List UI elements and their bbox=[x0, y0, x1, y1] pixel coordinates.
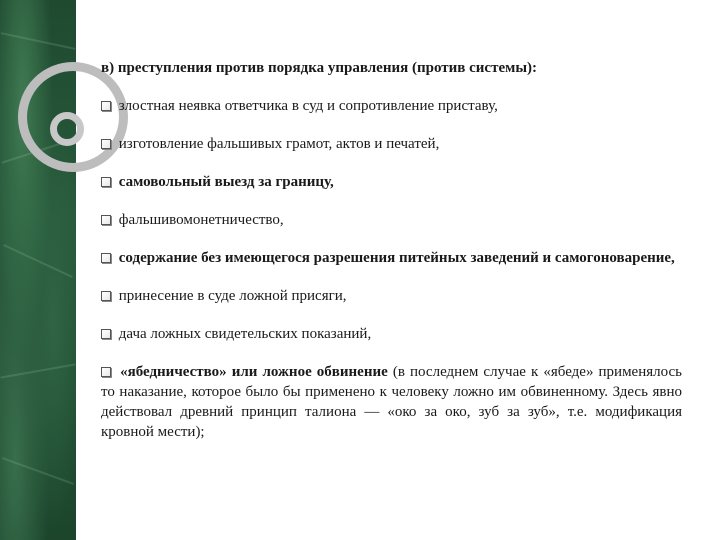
list-item bbox=[101, 210, 682, 230]
list-item bbox=[101, 286, 682, 306]
slide-heading: в) преступления против порядка управления (против системы): bbox=[101, 60, 538, 76]
list-item-text: самовольный выезд за границу, bbox=[118, 174, 334, 190]
square-bullet-icon bbox=[101, 367, 111, 377]
square-bullet-icon bbox=[101, 101, 111, 111]
square-bullet-icon bbox=[101, 291, 111, 301]
list-item bbox=[101, 96, 682, 116]
list-item bbox=[101, 134, 682, 154]
list-item-text: дача ложных свидетельских показаний, bbox=[118, 326, 372, 342]
list-item-text: злостная неявка ответчика в суд и сопротивление приставу, bbox=[118, 98, 498, 114]
square-bullet-icon bbox=[101, 329, 111, 339]
list-item bbox=[101, 324, 682, 344]
square-bullet-icon bbox=[101, 253, 111, 263]
slide-content bbox=[101, 58, 682, 460]
list-item-text: содержание без имеющегося разрешения питейных заведений и самогоноварение, bbox=[118, 250, 675, 266]
square-bullet-icon bbox=[101, 215, 111, 225]
list-item-text: (в последнем случае к «ябеде» применялось то наказание, которое было бы применено к человеку ложно им обвиненному. Здесь явно действовал древний принцип талиона — «око за око, зуб за зуб», т.е. модификация кровной мести); bbox=[101, 364, 683, 440]
list-item-bold-text: «ябедничество» или ложное обвинение bbox=[120, 364, 388, 380]
list-item bbox=[101, 248, 682, 268]
decorative-ring-small bbox=[50, 112, 84, 146]
list-item-text: изготовление фальшивых грамот, актов и печатей, bbox=[118, 136, 440, 152]
square-bullet-icon bbox=[101, 177, 111, 187]
list-item-text: принесение в суде ложной присяги, bbox=[118, 288, 347, 304]
list-item bbox=[101, 362, 682, 442]
list-item-text: фальшивомонетничество, bbox=[118, 212, 284, 228]
square-bullet-icon bbox=[101, 139, 111, 149]
list-item bbox=[101, 172, 682, 192]
